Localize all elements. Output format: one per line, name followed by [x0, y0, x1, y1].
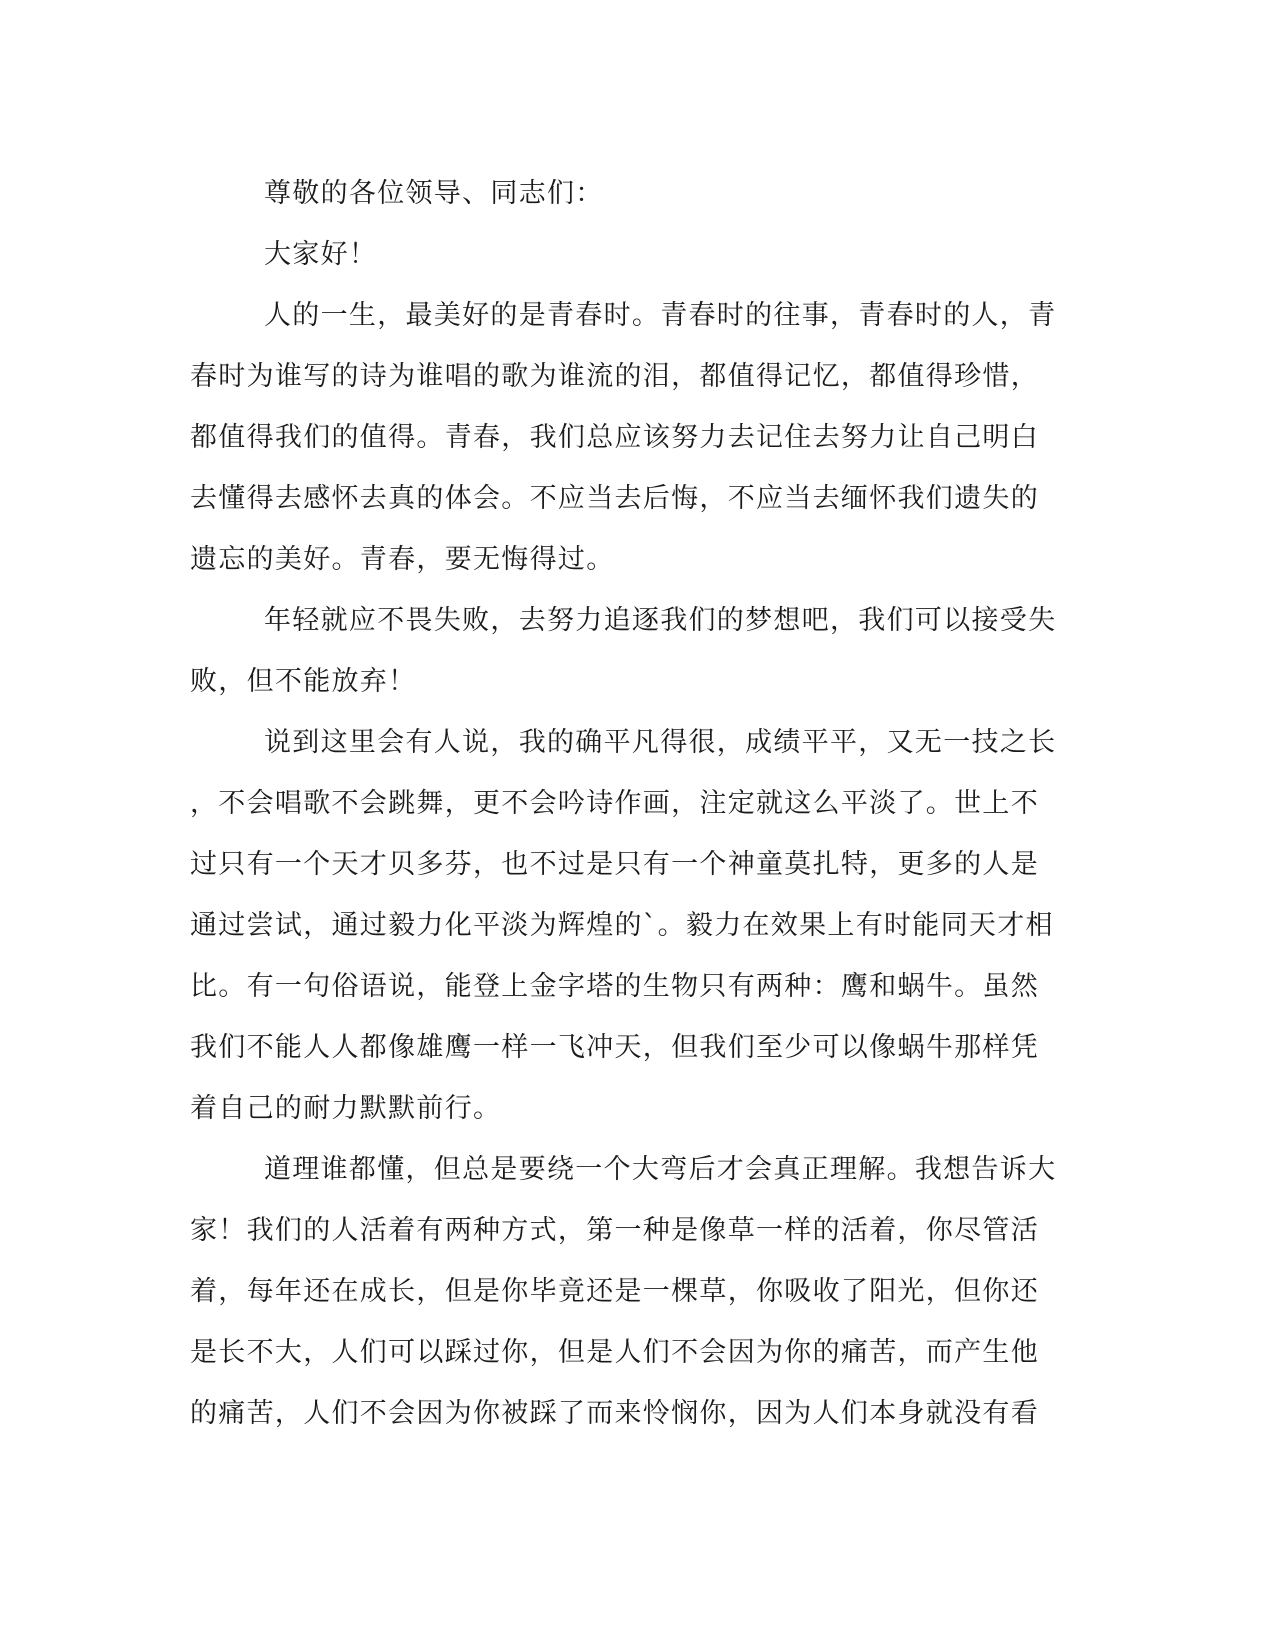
- text-line: 去懂得去感怀去真的体会。不应当去后悔，不应当去缅怀我们遗失的: [190, 483, 1039, 514]
- text-line: 大家好！: [264, 239, 378, 270]
- text-line: 我们不能人人都像雄鹰一样一飞冲天，但我们至少可以像蜗牛那样凭: [190, 1032, 1039, 1063]
- text-line: 过只有一个天才贝多芬，也不过是只有一个神童莫扎特，更多的人是: [190, 849, 1039, 880]
- text-line: 春时为谁写的诗为谁唱的歌为谁流的泪，都值得记忆，都值得珍惜，: [190, 361, 1039, 392]
- text-line: 着，每年还在成长，但是你毕竟还是一棵草，你吸收了阳光，但你还: [190, 1276, 1039, 1307]
- text-line: 尊敬的各位领导、同志们：: [264, 178, 604, 209]
- text-line: 人的一生，最美好的是青春时。青春时的往事，青春时的人，青: [264, 300, 1057, 331]
- text-line: 是长不大，人们可以踩过你，但是人们不会因为你的痛苦，而产生他: [190, 1337, 1039, 1368]
- text-line: 通过尝试，通过毅力化平淡为辉煌的`。毅力在效果上有时能同天才相: [190, 910, 1054, 941]
- text-line: 着自己的耐力默默前行。: [190, 1093, 502, 1124]
- text-line: 比。有一句俗语说，能登上金字塔的生物只有两种：鹰和蜗牛。虽然: [190, 971, 1039, 1002]
- text-line: 的痛苦，人们不会因为你被踩了而来怜悯你，因为人们本身就没有看: [190, 1398, 1039, 1429]
- text-line: 说到这里会有人说，我的确平凡得很，成绩平平，又无一技之长: [264, 727, 1057, 758]
- speech-body: [190, 163, 1080, 1444]
- text-line: 家！我们的人活着有两种方式，第一种是像草一样的活着，你尽管活: [190, 1215, 1039, 1246]
- text-line: 败，但不能放弃！: [190, 666, 417, 697]
- text-line: 遗忘的美好。青春，要无悔得过。: [190, 544, 615, 575]
- text-line: ，不会唱歌不会跳舞，更不会吟诗作画，注定就这么平淡了。世上不: [190, 788, 1039, 819]
- text-line: 都值得我们的值得。青春，我们总应该努力去记住去努力让自己明白: [190, 422, 1039, 453]
- text-line: 年轻就应不畏失败，去努力追逐我们的梦想吧，我们可以接受失: [264, 605, 1057, 636]
- text-line: 道理谁都懂，但总是要绕一个大弯后才会真正理解。我想告诉大: [264, 1154, 1057, 1185]
